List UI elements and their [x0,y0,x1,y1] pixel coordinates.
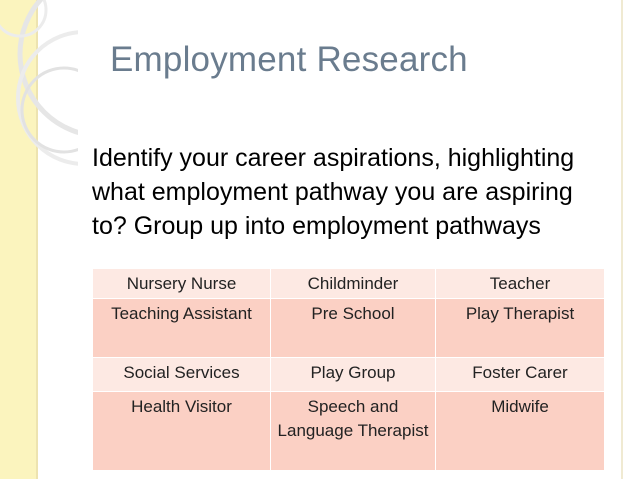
table-cell: Social Services [93,358,271,392]
table-cell: Nursery Nurse [93,269,271,299]
table-row [93,269,605,299]
table-cell: Pre School [271,299,436,358]
table-cell: Health Visitor [93,392,271,471]
right-edge-rule [621,0,623,479]
table-cell: Teacher [436,269,605,299]
decorative-arcs-graphic [0,0,78,479]
table-row [93,358,605,392]
slide-body-text: Identify your career aspirations, highlighting what employment pathway you are aspiring to? Group up into employment pathways [92,144,575,240]
decorative-side-band [0,0,78,479]
table-cell: Midwife [436,392,605,471]
table-row [93,299,605,358]
table-cell: Childminder [271,269,436,299]
table-cell: Play Group [271,358,436,392]
table-cell: Teaching Assistant [93,299,271,358]
table-cell: Play Therapist [436,299,605,358]
table-row [93,392,605,471]
table-cell: Speech and Language Therapist [271,392,436,471]
slide-title: Employment Research [110,40,468,79]
table-cell: Foster Carer [436,358,605,392]
employment-pathways-table [92,268,605,471]
